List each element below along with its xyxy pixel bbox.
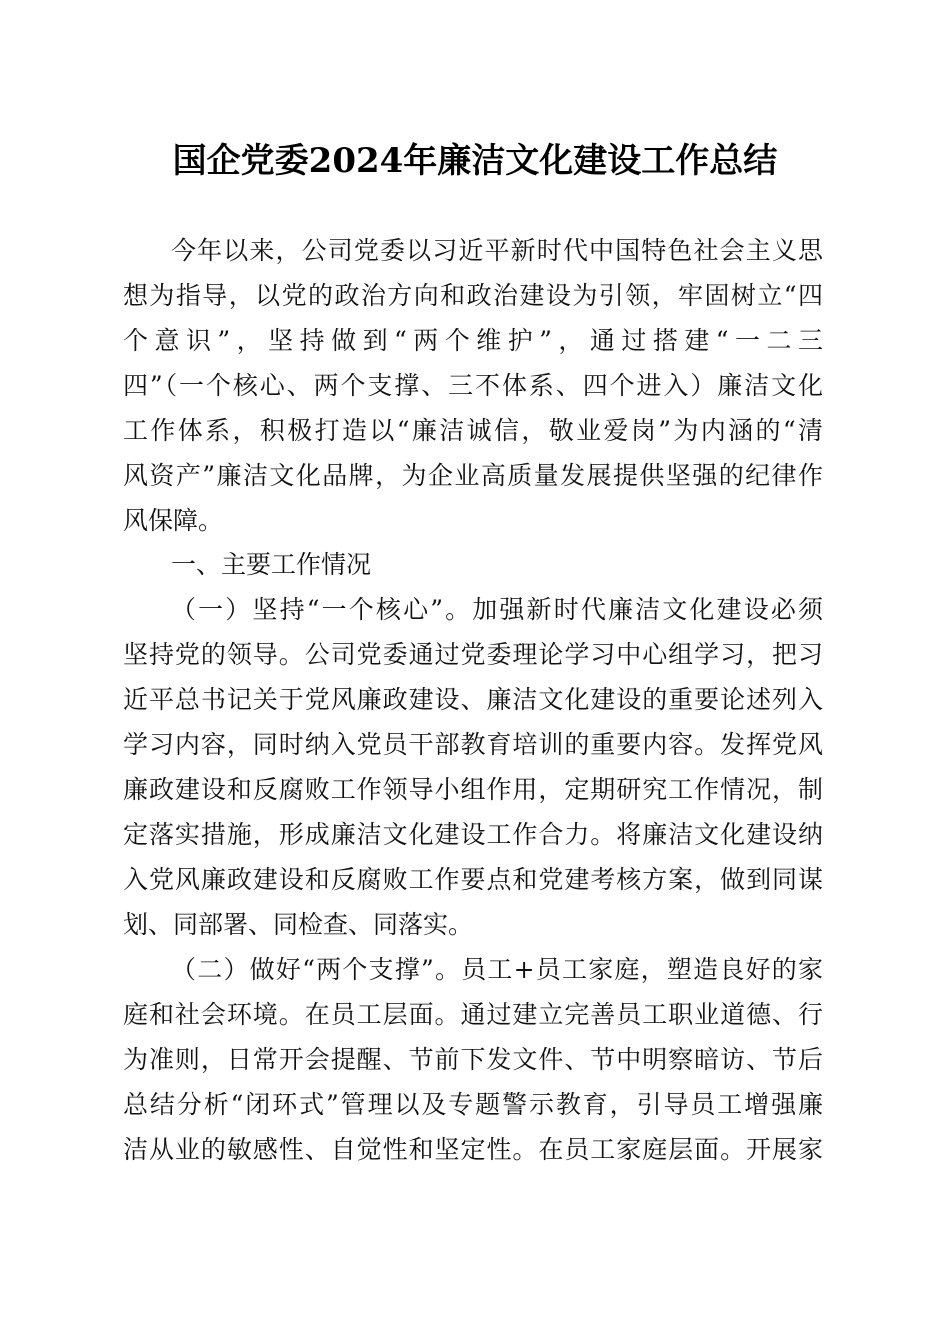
document-title: 国企党委2024年廉洁文化建设工作总结: [172, 141, 778, 181]
subsection-1-line: 坚持党的领导。公司党委通过党委理论学习中心组学习，把习: [123, 640, 823, 669]
intro-line: 四”（一个核心、两个支撑、三不体系、四个进入）廉洁文化: [123, 371, 823, 400]
subsection-1-line: 定落实措施，形成廉洁文化建设工作合力。将廉洁文化建设纳: [123, 820, 823, 849]
section-heading: 一、主要工作情况: [171, 550, 372, 579]
subsection-1-line: 学习内容，同时纳入党员干部教育培训的重要内容。发挥党风: [123, 730, 823, 759]
intro-line: 个意识”，坚持做到“两个维护”，通过搭建“一二三: [123, 326, 823, 355]
subsection-1-line: （一）坚持“一个核心”。加强新时代廉洁文化建设必须: [171, 595, 823, 624]
intro-line: 今年以来，公司党委以习近平新时代中国特色社会主义思: [171, 236, 823, 265]
intro-line: 想为指导，以党的政治方向和政治建设为引领，牢固树立“四: [123, 281, 823, 310]
subsection-2-line: 庭和社会环境。在员工层面。通过建立完善员工职业道德、行: [123, 1000, 823, 1029]
subsection-1-line: 入党风廉政建设和反腐败工作要点和党建考核方案，做到同谋: [123, 865, 823, 894]
subsection-2-line: 洁从业的敏感性、自觉性和坚定性。在员工家庭层面。开展家: [123, 1135, 823, 1164]
subsection-1-line: 廉政建设和反腐败工作领导小组作用，定期研究工作情况，制: [123, 775, 823, 804]
subsection-1-line: 划、同部署、同检查、同落实。: [123, 910, 474, 939]
intro-line: 工作体系，积极打造以“廉洁诚信，敬业爱岗”为内涵的“清: [123, 416, 823, 445]
subsection-2-line: 为准则，日常开会提醒、节前下发文件、节中明察暗访、节后: [123, 1045, 823, 1074]
subsection-2-line: （二）做好“两个支撑”。员工+员工家庭，塑造良好的家: [171, 955, 823, 984]
intro-line: 风资产”廉洁文化品牌，为企业高质量发展提供坚强的纪律作: [123, 461, 823, 490]
intro-line: 风保障。: [123, 506, 224, 535]
subsection-2-line: 总结分析“闭环式”管理以及专题警示教育，引导员工增强廉: [123, 1090, 823, 1119]
subsection-1-line: 近平总书记关于党风廉政建设、廉洁文化建设的重要论述列入: [123, 685, 823, 714]
